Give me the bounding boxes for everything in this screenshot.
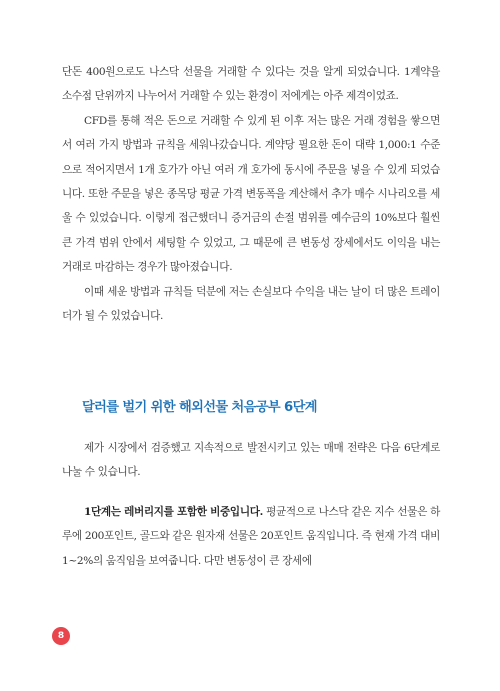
paragraph: 이때 세운 방법과 규칙들 덕분에 저는 손실보다 수익을 내는 날이 더 많은 트레이더가 될 수 있었습니다. [62, 285, 440, 323]
paragraph: 단돈 400원으로도 나스닥 선물을 거래할 수 있다는 것을 알게 되었습니다. 1계약을 소수점 단위까지 나누어서 거래할 수 있는 환경이 저에게는 아주 제격이었죠. [62, 66, 440, 103]
page-number-badge: 8 [52, 627, 70, 645]
step-1-body: 평균적으로 나스닥 같은 지수 선물은 하루에 200포인트, 골드와 같은 원자재 선물은 20포인트 움직입니다. 즉 현재 가격 대비 1~2%의 움직임을 보여줍니다. 다만 변동성이 큰 장세에 [62, 506, 440, 567]
section-heading: 달러를 벌기 위한 해외선물 처음공부 6단계 [82, 400, 317, 415]
step-1-text [62, 500, 440, 573]
paragraph [62, 500, 440, 573]
paragraph: CFD를 통해 적은 돈으로 거래할 수 있게 된 이후 저는 많은 거래 경험을 쌓으면서 여러 가지 방법과 규칙을 세워나갔습니다. 계약당 필요한 돈이 대략 1,000:1 수준으로 적어지면서 1개 호가가 아닌 여러 개 호가에 동시에 주문을 넣을 수 있게 되었습니다. 또한 주문을 넣은 종목당 평균 가격 변동폭을 계산해서 추가 매수 시나리오를 세울 수 있었습니다. 이렇게 접근했더니 증거금의 손절 범위를 예수금의 10%보다 훨씬 큰 가격 범위 안에서 세팅할 수 있었고, 그 때문에 큰 변동성 장세에서도 이익을 내는 거래로 마감하는 경우가 많아졌습니다. [62, 114, 440, 274]
step-1-lead: 1단계는 레버리지를 포함한 비중입니다. [84, 506, 263, 518]
section-intro-text [62, 436, 440, 485]
intro-text [62, 60, 440, 328]
paragraph: 제가 시장에서 검증했고 지속적으로 발전시키고 있는 매매 전략은 다음 6단계로 나눌 수 있습니다. [62, 442, 440, 479]
